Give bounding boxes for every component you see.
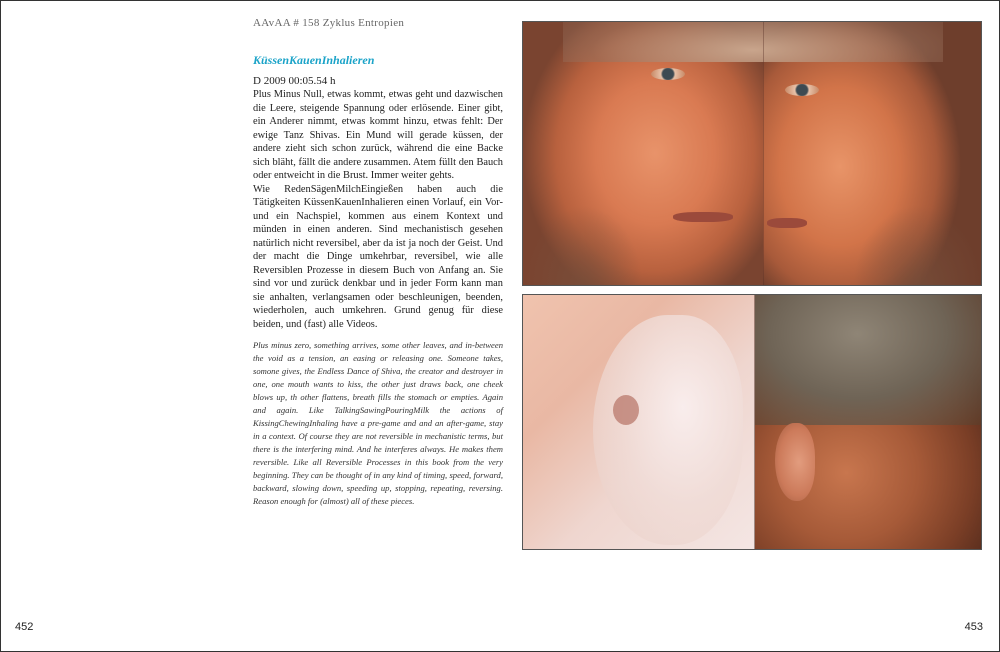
german-paragraph-2: Wie RedenSägenMilchEingießen haben auch die Tätigkeiten KüssenKauenInhalieren einen Vorlauf, ein Vor- und ein Nachspiel, kommen aus einem Kontext und münden in einen anderen. Sind mechanistisch gesehen natürlich nicht reversibel, aber da ist ja noch der Geist. Und der macht die Dinge umkehrbar, reversibel, wie alle Reversiblen Prozesse in diesem Buch von Anfang an. Sie sind vor und zurück denkbar und in jeder Form kann man sie anhalten, verlangsamen oder beschleunigen, beenden, wiederholen, auch umkehren. Grund genug für diese beiden, und (fast) alle Videos. — [253, 183, 503, 330]
running-head: AAvAA # 158 Zyklus Entropien — [253, 17, 405, 29]
ear — [775, 423, 815, 501]
eye — [785, 84, 819, 96]
eye — [651, 68, 685, 80]
split-face-photo — [522, 21, 982, 286]
kiss-and-ear-photo — [522, 294, 982, 550]
hair — [563, 21, 943, 62]
gray-hair — [755, 295, 982, 425]
split-seam — [754, 295, 755, 549]
section-title: KüssenKauenInhalieren — [253, 53, 375, 67]
page-number-left: 452 — [15, 621, 34, 633]
english-body-text: Plus minus zero, something arrives, some other leaves, and in-between the void as a tension, an easing or releasing one. Someone takes, somone gives, the Endless Dance of Shiva, the creator and destroyer in one, one mouth wants to kiss, the other just draws back, one cheek blows up, th other flattens, breath fills the stomach or empties. Again and again. Like TalkingSawingPouringMilk the actions of KissingChewingInhaling have a pre-game and and an after-game, stay in a context. Of course they are not reversible in mechanistic terms, but there is the interfering mind. And he interferes always. He makes them reversible. Like all Reversible Processes in this book from the very beginning. They can be thought of in any kind of timing, speed, forward, backward, slowing down, speeding up, stopping, repeating, reversing. Reason enough for (almost) all of these pieces. — [253, 340, 503, 506]
lips — [613, 395, 639, 425]
beard — [853, 205, 982, 285]
kissing-faces — [593, 315, 743, 545]
head-back-image-half — [755, 295, 982, 549]
page-number-right: 453 — [964, 621, 983, 633]
mouth — [673, 212, 733, 222]
beard — [523, 205, 643, 285]
german-paragraph-1: Plus Minus Null, etwas kommt, etwas geht und dazwischen die Leere, steigende Spannung oder erlösende. Einer gibt, ein Anderer nimmt, etwas kommt hinzu, etwas fehlt: Der ewige Tanz Shivas. Ein Mund will gerade küssen, der andere zieht sich schon zurück, während die eine Backe sich bläht, fällt die andere zusammen. Atem füllt den Bauch oder entweicht in die Brust. Immer weiter gehts. — [253, 89, 503, 181]
mouth — [767, 218, 807, 228]
split-seam — [763, 22, 764, 285]
work-meta: D 2009 00:05.54 h — [253, 75, 336, 87]
german-body-text — [253, 88, 503, 331]
